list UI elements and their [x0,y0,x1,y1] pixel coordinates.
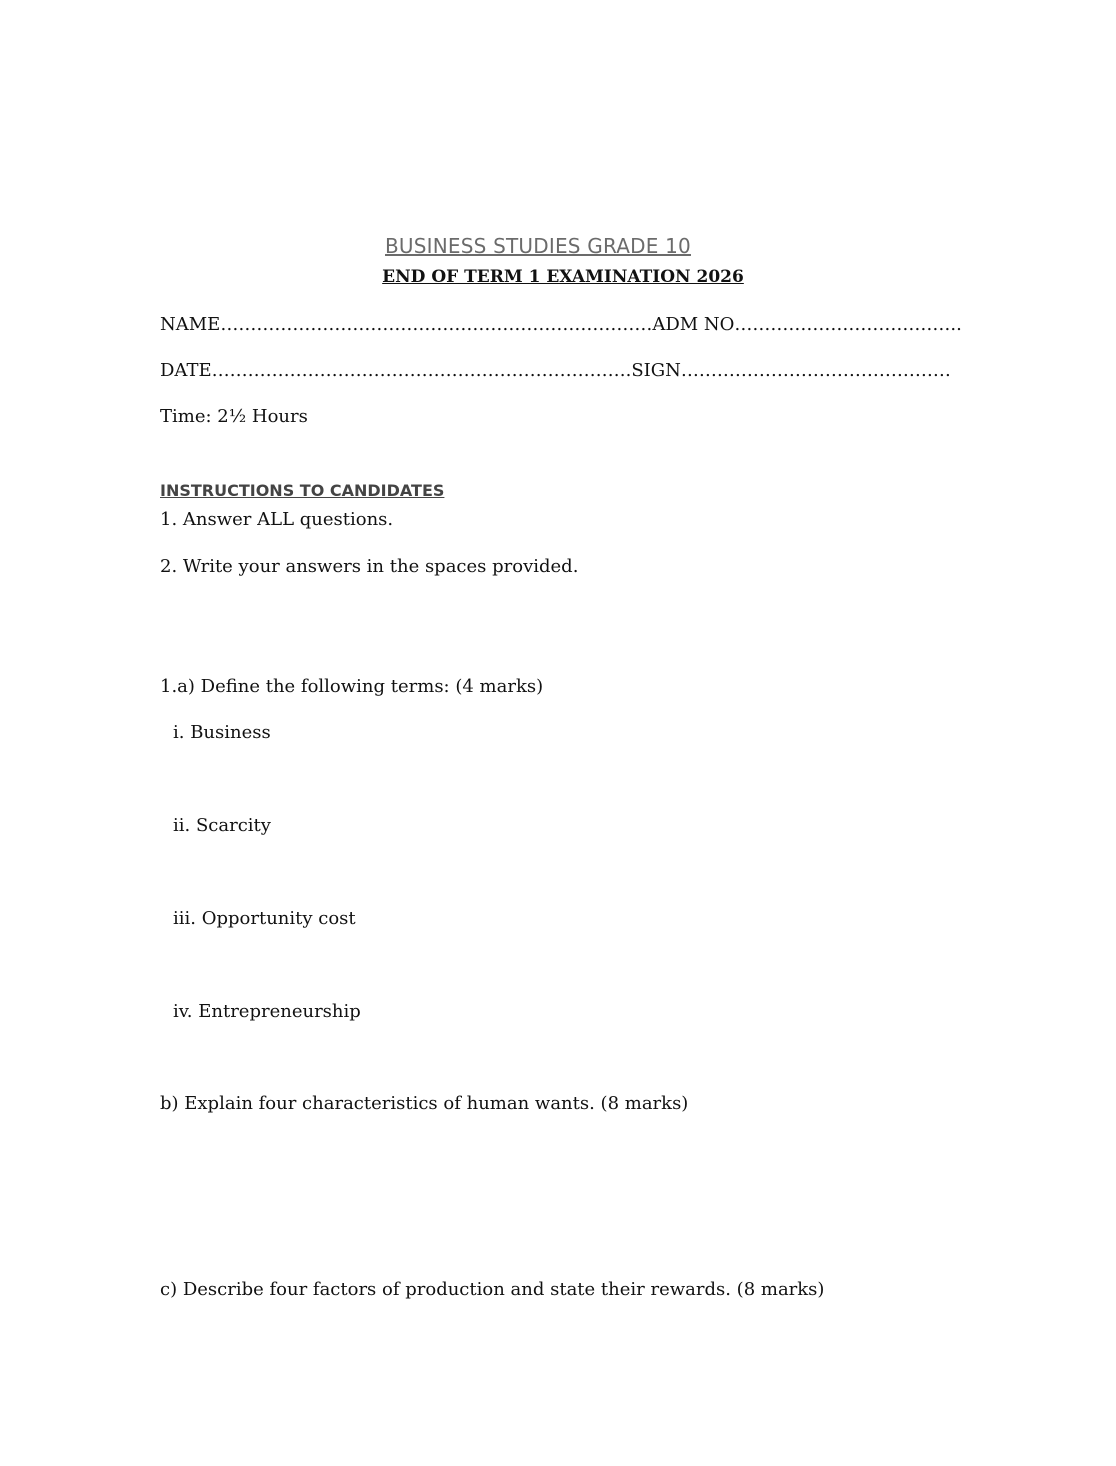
instructions-heading: INSTRUCTIONS TO CANDIDATES [160,481,445,500]
exam-title: BUSINESS STUDIES GRADE 10 [385,234,691,258]
question-1a-term: iv. Entrepreneurship [173,1001,361,1022]
question-1b: b) Explain four characteristics of human wants. (8 marks) [160,1093,689,1114]
instruction-item: 1. Answer ALL questions. [160,509,394,530]
instruction-item: 2. Write your answers in the spaces provided. [160,556,579,577]
name-adm-line: NAME………………………………………………………………ADM NO……………………………….. [160,314,962,335]
question-1c: c) Describe four factors of production and state their rewards. (8 marks) [160,1279,825,1300]
exam-subtitle: END OF TERM 1 EXAMINATION 2026 [382,267,744,287]
time-allowed: Time: 2½ Hours [160,406,308,427]
question-1a-term: iii. Opportunity cost [173,908,356,929]
question-1a-term: ii. Scarcity [173,815,271,836]
date-sign-line: DATE…………………………………………………………….SIGN……………………………………… [160,360,951,381]
question-1a: 1.a) Define the following terms: (4 marks) [160,676,544,697]
question-1a-term: i. Business [173,722,271,743]
